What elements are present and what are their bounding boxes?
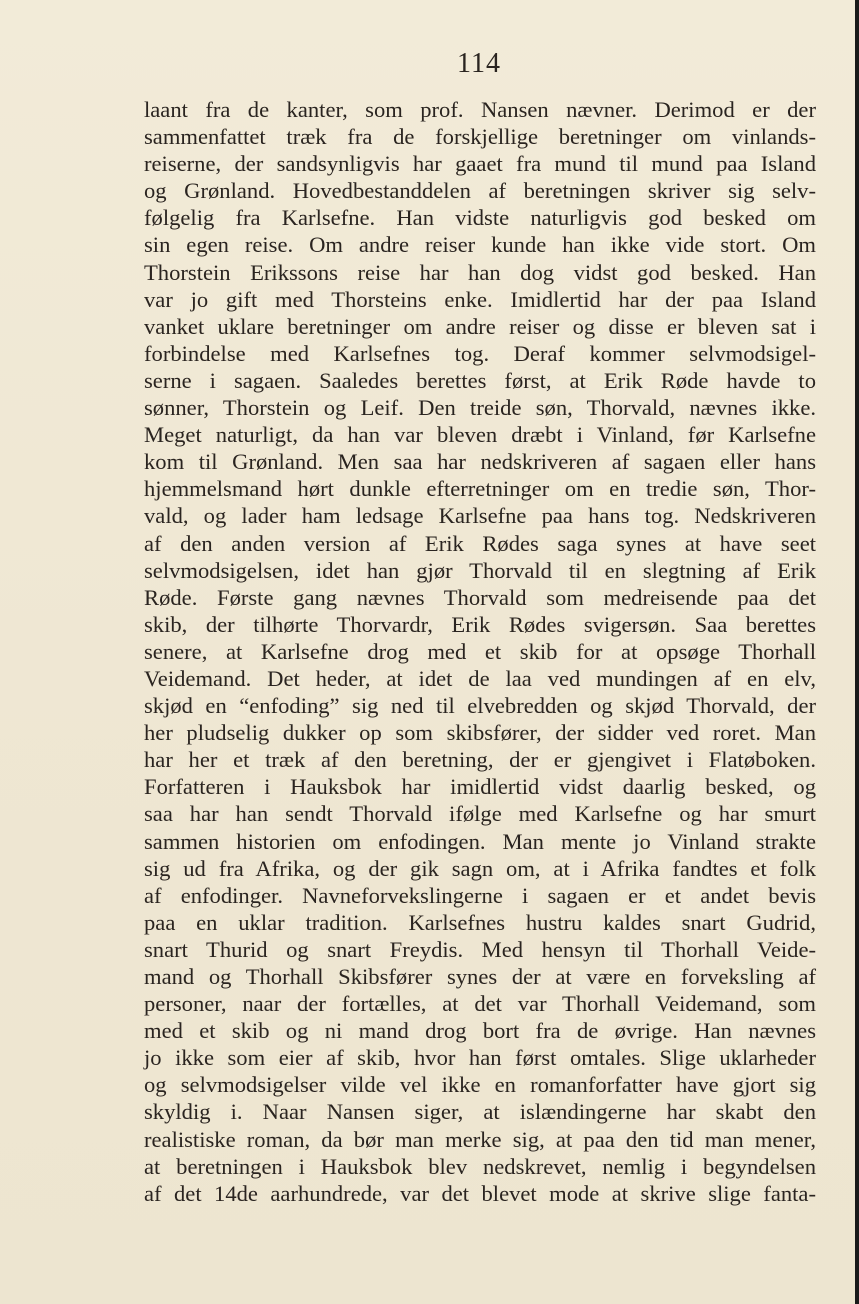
- text-line: snart Thurid og snart Freydis. Med hensyn til Thorhall Veide-: [144, 936, 816, 962]
- text-line: personer, naar der fortælles, at det var Thorhall Veidemand, som: [144, 991, 816, 1017]
- text-line: vanket uklare beretninger om andre reiser og disse er bleven sat i: [144, 313, 816, 339]
- text-line: af det 14de aarhundrede, var det blevet mode at skrive slige fanta-: [144, 1180, 816, 1206]
- text-line: jo ikke som eier af skib, hvor han først omtales. Slige uklarheder: [144, 1045, 816, 1071]
- text-line: skyldig i. Naar Nansen siger, at islændingerne har skabt den: [144, 1099, 816, 1125]
- text-line: senere, at Karlsefne drog med et skib for at opsøge Thorhall: [144, 638, 816, 664]
- text-line: mand og Thorhall Skibsfører synes der at være en forveksling af: [144, 964, 816, 989]
- text-line: af enfodinger. Navneforvekslingerne i sagaen er et andet bevis: [144, 882, 816, 908]
- text-line: Røde. Første gang nævnes Thorvald som medreisende paa det: [144, 584, 816, 610]
- text-line: serne i sagaen. Saaledes berettes først, at Erik Røde havde to: [144, 367, 816, 393]
- text-line: og Grønland. Hovedbestanddelen af beretningen skriver sig selv-: [144, 178, 816, 204]
- text-line: her pludselig dukker op som skibsfører, der sidder ved roret. Man: [144, 720, 816, 746]
- text-line: var jo gift med Thorsteins enke. Imidlertid har der paa Island: [144, 286, 816, 312]
- text-line: forbindelse med Karlsefnes tog. Deraf kommer selvmodsigel-: [144, 340, 816, 366]
- text-line: skjød en “enfoding” sig ned til elvebredden og skjød Thorvald, der: [144, 693, 816, 719]
- text-line: laant fra de kanter, som prof. Nansen nævner. Derimod er der: [144, 97, 816, 122]
- text-line: følgelig fra Karlsefne. Han vidste naturligvis god besked om: [144, 205, 816, 231]
- text-line: Forfatteren i Hauksbok har imidlertid vidst daarlig besked, og: [144, 774, 816, 800]
- text-line: sammen historien om enfodingen. Man mente jo Vinland strakte: [144, 828, 816, 854]
- text-line: Thorstein Erikssons reise har han dog vidst god besked. Han: [144, 259, 816, 285]
- text-line: at beretningen i Hauksbok blev nedskrevet, nemlig i begyndelsen: [144, 1153, 816, 1179]
- text-line: med et skib og ni mand drog bort fra de øvrige. Han nævnes: [144, 1018, 816, 1044]
- text-line: Veidemand. Det heder, at idet de laa ved mundingen af en elv,: [144, 665, 816, 691]
- text-line: og selvmodsigelser vilde vel ikke en romanforfatter have gjort sig: [144, 1072, 816, 1098]
- text-line: sønner, Thorstein og Leif. Den treide søn, Thorvald, nævnes ikke.: [144, 395, 816, 421]
- text-line: selvmodsigelsen, idet han gjør Thorvald til en slegtning af Erik: [144, 557, 816, 583]
- text-line: kom til Grønland. Men saa har nedskriveren af sagaen eller hans: [144, 449, 816, 475]
- text-line: saa har han sendt Thorvald ifølge med Karlsefne og har smurt: [144, 801, 816, 827]
- page-edge-shadow: [855, 0, 859, 1304]
- text-line: realistiske roman, da bør man merke sig, at paa den tid man mener,: [144, 1126, 816, 1152]
- text-line: Meget naturligt, da han var bleven dræbt i Vinland, før Karlsefne: [144, 422, 816, 448]
- text-line: vald, og lader ham ledsage Karlsefne paa hans tog. Nedskriveren: [144, 503, 816, 529]
- text-line: reiserne, der sandsynligvis har gaaet fra mund til mund paa Island: [144, 151, 816, 177]
- page-number: 114: [457, 48, 501, 79]
- text-line: sig ud fra Afrika, og der gik sagn om, at i Afrika fandtes et folk: [144, 855, 816, 881]
- text-line: sin egen reise. Om andre reiser kunde han ikke vide stort. Om: [144, 232, 816, 258]
- text-line: skib, der tilhørte Thorvardr, Erik Rødes svigersøn. Saa berettes: [144, 611, 816, 637]
- text-line: paa en uklar tradition. Karlsefnes hustru kaldes snart Gudrid,: [144, 909, 816, 935]
- body-text: [144, 96, 816, 1207]
- text-line: af den anden version af Erik Rødes saga synes at have seet: [144, 530, 816, 556]
- text-line: hjemmelsmand hørt dunkle efterretninger om en tredie søn, Thor-: [144, 476, 816, 502]
- text-line: har her et træk af den beretning, der er gjengivet i Flatøboken.: [144, 747, 816, 773]
- text-line: sammenfattet træk fra de forskjellige beretninger om vinlands-: [144, 124, 816, 150]
